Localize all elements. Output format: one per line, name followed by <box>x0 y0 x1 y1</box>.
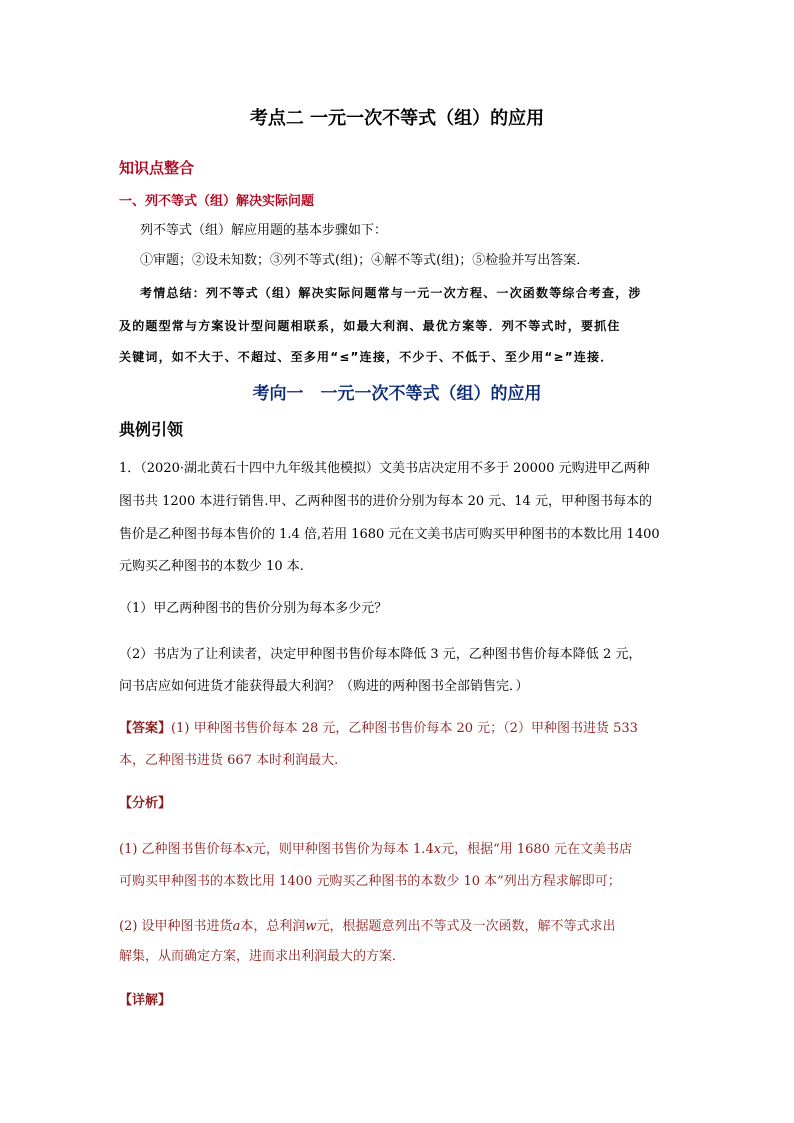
section-one-heading: 一、列不等式（组）解决实际问题 <box>119 194 315 209</box>
question-2-line-2: 问书店应如何进货才能获得最大利润？（购进的两种图书全部销售完．） <box>119 679 529 694</box>
analysis-p2-line-2: 解集，从而确定方案，进而求出利润最大的方案． <box>119 949 406 964</box>
variable-x: x <box>245 842 253 857</box>
knowledge-heading: 知识点整合 <box>119 159 195 177</box>
analysis-p2-text-b: 本，总利润 <box>240 919 306 934</box>
variable-x: x <box>433 842 442 857</box>
detail-label: 【详解】 <box>119 993 172 1008</box>
analysis-p1-text-c: 元，根据“用 1680 元在文美书店 <box>441 842 633 857</box>
problem-line-3: 售价是乙种图书每本售价的 1.4 倍,若用 1680 元在文美书店可购买甲种图书的本数比用 1400 <box>119 527 660 542</box>
analysis-p2-text-c: 元，根据题意列出不等式及一次函数，解不等式求出 <box>316 919 616 934</box>
analysis-p1-text-a: (1) 乙种图书售价每本 <box>119 842 246 857</box>
answer-label: 【答案】 <box>119 721 172 736</box>
analysis-p1-text-b: 元，则甲种图书售价为每本 1.4 <box>252 842 434 857</box>
steps-intro: 列不等式（组）解应用题的基本步骤如下： <box>140 223 388 238</box>
steps-list: ①审题；②设未知数；③列不等式(组)；④解不等式(组)；⑤检验并写出答案． <box>140 253 590 268</box>
variable-w: w <box>305 919 317 934</box>
question-2-line-1: （2）书店为了让利读者，决定甲种图书售价每本降低 3 元，乙种图书售价每本降低 2 元， <box>119 647 642 662</box>
variable-a: a <box>232 919 241 934</box>
example-heading: 典例引领 <box>119 420 184 439</box>
summary-line-3: 关键词，如不大于、不超过、至多用“≤”连接，不少于、不低于、至少用“≥”连接． <box>119 350 614 364</box>
problem-line-1: 1．（2020·湖北黄石十四中九年级其他模拟）文美书店决定用不多于 20000 元购进甲乙两种 <box>119 461 650 476</box>
answer-line-2: 本，乙种图书进货 667 本时利润最大. <box>119 753 339 768</box>
page-title: 考点二 一元一次不等式（组）的应用 <box>249 108 545 129</box>
summary-line-2: 及的题型常与方案设计型问题相联系，如最大利润、最优方案等．列不等式时，要抓住 <box>119 319 621 333</box>
analysis-p1-line-1 <box>119 843 632 856</box>
analysis-p2-text-a: (2) 设甲种图书进货 <box>119 919 233 934</box>
analysis-p1-line-2: 可购买甲种图书的本数比用 1400 元购买乙种图书的本数少 10 本”列出方程求解即可； <box>119 874 621 889</box>
answer-line-1 <box>119 722 638 735</box>
question-1: （1）甲乙两种图书的售价分别为每本多少元？ <box>119 601 388 616</box>
direction-title: 考向一 一元一次不等式（组）的应用 <box>252 384 542 404</box>
summary-line-1: 考情总结：列不等式（组）解决实际问题常与一元一次方程、一次函数等综合考查，涉 <box>140 286 642 300</box>
analysis-p2-line-1 <box>119 920 616 933</box>
answer-text-1: (1) 甲种图书售价每本 28 元，乙种图书售价每本 20 元；（2）甲种图书进货 533 <box>171 721 638 736</box>
problem-line-2: 图书共 1200 本进行销售.甲、乙两种图书的进价分别为每本 20 元、14 元，甲种图书每本的 <box>119 494 652 509</box>
problem-line-4: 元购买乙种图书的本数少 10 本. <box>119 559 304 574</box>
analysis-label: 【分析】 <box>119 796 172 811</box>
